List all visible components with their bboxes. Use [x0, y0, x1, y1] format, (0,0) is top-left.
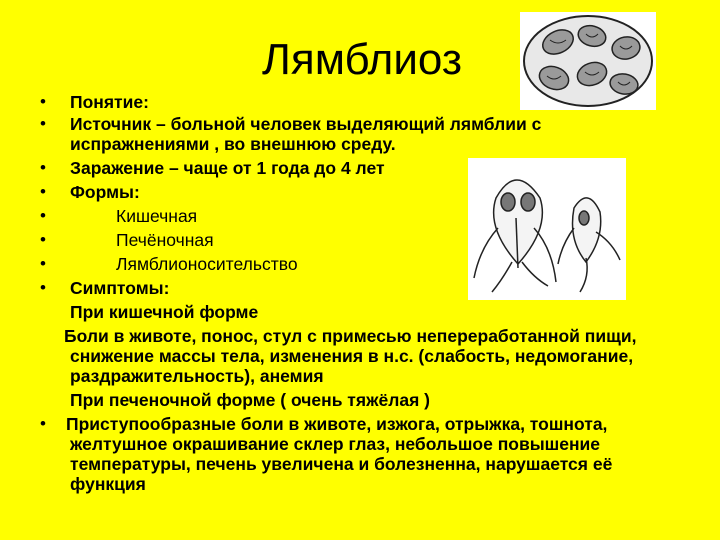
form-hepatic: Печёночная — [116, 230, 214, 250]
slide-title: Лямблиоз — [262, 35, 463, 84]
intestinal-symptoms-line-1: Боли в животе, понос, стул с примесью непереработанной пищи, — [64, 326, 637, 346]
item-zarazhenie — [70, 158, 385, 178]
hepatic-symptoms-line-1: Приступообразные боли в животе, изжога, отрыжка, тошнота, — [66, 414, 608, 434]
hepatic-form-heading: При печеночной форме ( очень тяжёлая ) — [70, 390, 430, 410]
item-zarazhenie-term: Заражение — [70, 158, 165, 178]
bullet: • — [40, 114, 46, 133]
intestinal-symptoms-line-2: снижение массы тела, изменения в н.с. (слабость, недомогание, — [70, 346, 634, 366]
bullet: • — [40, 230, 46, 249]
hepatic-symptoms-line-2: желтушное окрашивание склер глаз, небольшое повышение — [70, 434, 601, 454]
hepatic-symptoms-line-4: функция — [70, 474, 146, 494]
item-simptomy: Симптомы: — [70, 278, 170, 298]
item-istochnik-text: – больной человек выделяющий лямблии с — [151, 114, 542, 134]
bullet: • — [40, 92, 46, 111]
item-istochnik — [70, 114, 541, 134]
item-ponyatie: Понятие: — [70, 92, 149, 112]
item-zarazhenie-text: – чаще от 1 года до 4 лет — [164, 158, 385, 178]
bullet: • — [40, 158, 46, 177]
intestinal-form-heading: При кишечной форме — [70, 302, 259, 322]
hepatic-symptoms-line-3: температуры, печень увеличена и болезненна, нарушается её — [70, 454, 613, 474]
giardia-cysts-figure — [520, 12, 656, 110]
giardia-trophozoites-figure — [468, 158, 626, 300]
item-istochnik-line2: испражнениями , во внешнюю среду. — [70, 134, 396, 154]
bullet: • — [40, 182, 46, 201]
bullet: • — [40, 206, 46, 225]
intestinal-symptoms-line-3: раздражительность), анемия — [70, 366, 324, 386]
form-carrier: Лямблионосительство — [116, 254, 298, 274]
item-formy: Формы: — [70, 182, 140, 202]
form-intestinal: Кишечная — [116, 206, 198, 226]
bullet: • — [40, 254, 46, 273]
item-istochnik-term: Источник — [70, 114, 152, 134]
bullet: • — [40, 278, 46, 297]
bullet: • — [40, 414, 46, 433]
